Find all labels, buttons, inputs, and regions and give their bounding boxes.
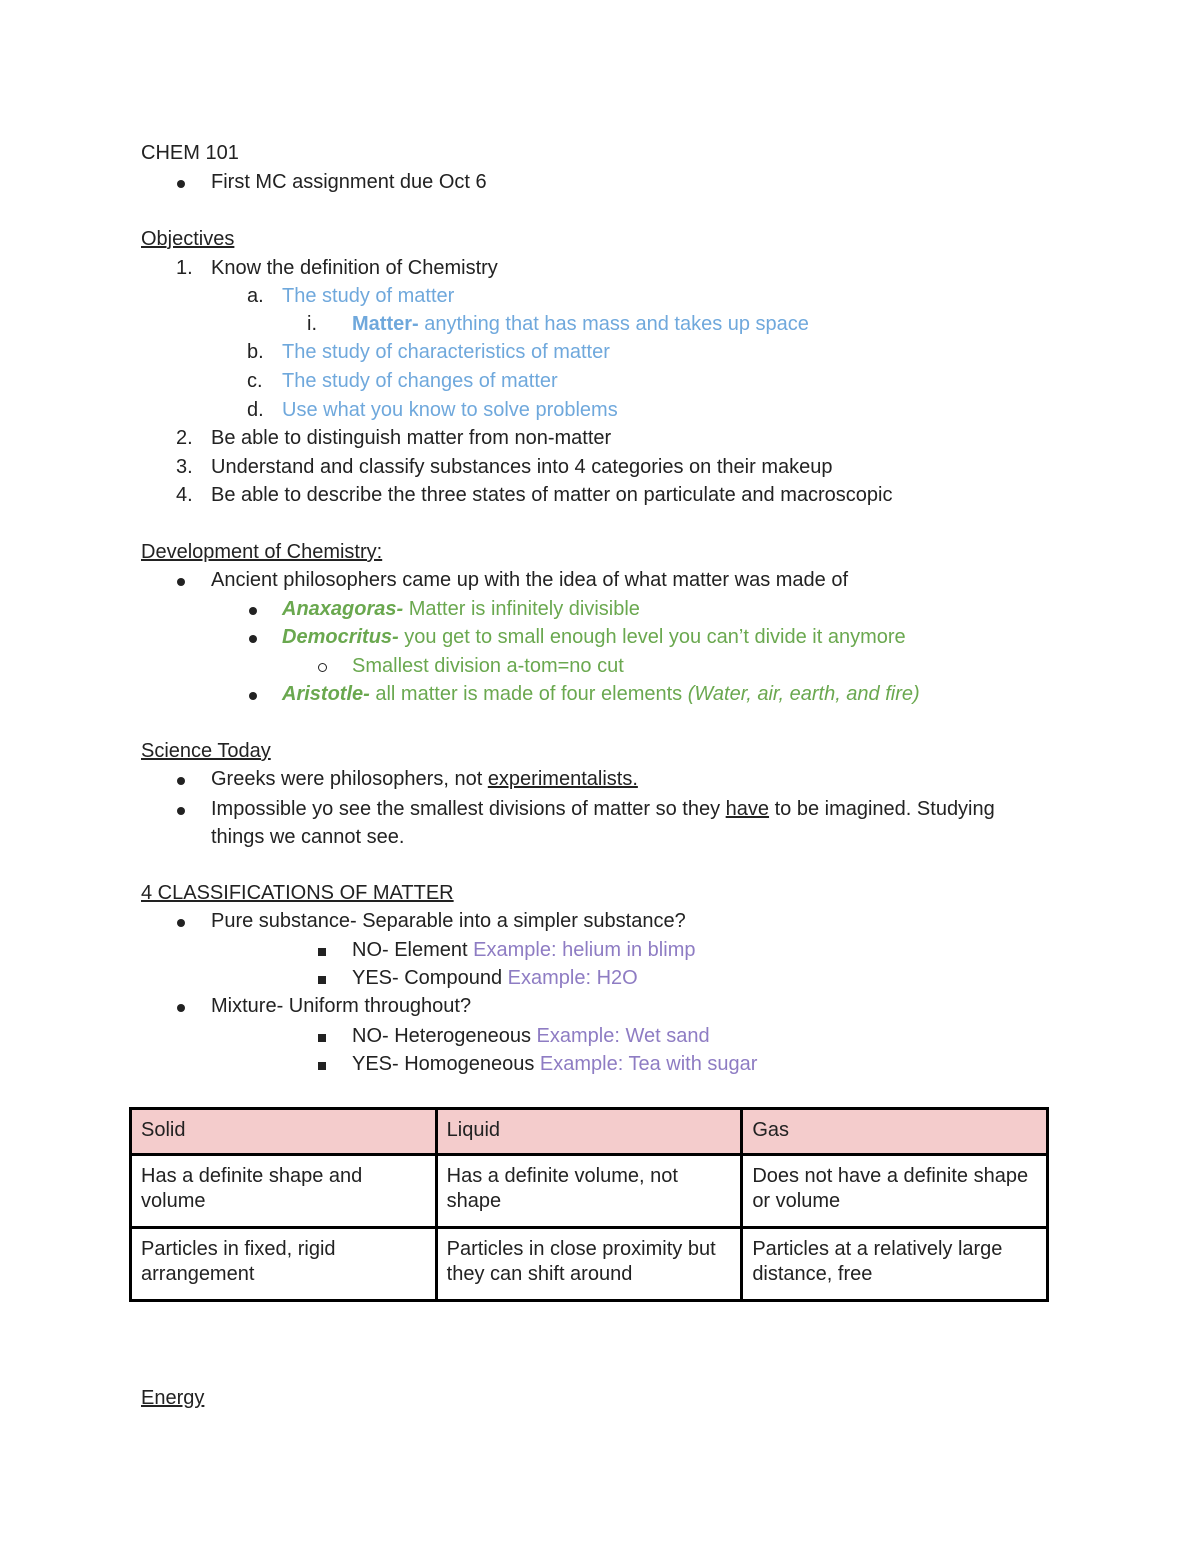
table-cell: Particles in fixed, rigid arrangement: [131, 1228, 437, 1301]
states-of-matter-table: [129, 1107, 1049, 1302]
table-cell: Particles at a relatively large distance, free: [742, 1228, 1048, 1301]
hollow-bullet-icon: [318, 663, 327, 672]
document-page: CHEM 101 First MC assignment due Oct 6 Objectives 1. Know the definition of Chemistry a. The study of matter i. Matter- anything that has mass and takes up space b. The study of characteristics of matter c. The study of changes of matter d. Use what you know to solve problems 2. Be able to distinguish matter from non-matter 3. Understand and classify substances into 4 categories on their makeup 4. Be able to describe the three states of matter on particulate and macroscopic Development of Chemistry: Ancient philosophers came up with the idea of what matter was made of Anaxagoras- Matter is infinitely divisible Democritus- you get to small enough level you can’t divide it anymore Smallest division a-tom=no cut Aristotle- all matter is made of four elements (Water, air, earth, and fire) Science Today Greeks were philosophers, not experimentalists. Impossible yo see the smallest divisions of matter so they have to be imagined. Studying things we cannot see. 4 CLASSIFICATIONS OF MATTER Pure substance- Separable into a simpler substance? NO- Element Example: helium in blimp YES- Compound Example: H2O Mixture- Uniform throughout? NO- Heterogeneous Example: Wet sand YES- Homogeneous Example: Tea with sugar Solid Liquid Gas Has a definite shape and volume Has a definite volume, not shape Does not have a definite shape or volume Particles in fixed, rigid arrangement Particles in close proximity but they can shift around Particles at a relatively large distance, free Energy: [0, 0, 1200, 1553]
bullet-icon: [249, 635, 257, 643]
table-row: [131, 1228, 1048, 1301]
table-row: [131, 1155, 1048, 1228]
bullet-icon: [177, 180, 185, 188]
square-bullet-icon: [318, 1034, 326, 1042]
table-cell: Has a definite shape and volume: [131, 1155, 437, 1228]
matter-term: Matter-: [352, 313, 419, 335]
square-bullet-icon: [318, 1062, 326, 1070]
bullet-icon: [177, 777, 185, 785]
table-cell: Has a definite volume, not shape: [436, 1155, 742, 1228]
table-header-cell: Solid: [131, 1109, 437, 1155]
square-bullet-icon: [318, 948, 326, 956]
table-header-cell: Liquid: [436, 1109, 742, 1155]
bullet-icon: [249, 607, 257, 615]
bullet-icon: [177, 919, 185, 927]
table-cell: Particles in close proximity but they can shift around: [436, 1228, 742, 1301]
bullet-icon: [177, 807, 185, 815]
table-cell: Does not have a definite shape or volume: [742, 1155, 1048, 1228]
table-header-row: [131, 1109, 1048, 1155]
bullet-icon: [249, 692, 257, 700]
table-header-cell: Gas: [742, 1109, 1048, 1155]
bullet-icon: [177, 1004, 185, 1012]
square-bullet-icon: [318, 976, 326, 984]
bullet-icon: [177, 578, 185, 586]
